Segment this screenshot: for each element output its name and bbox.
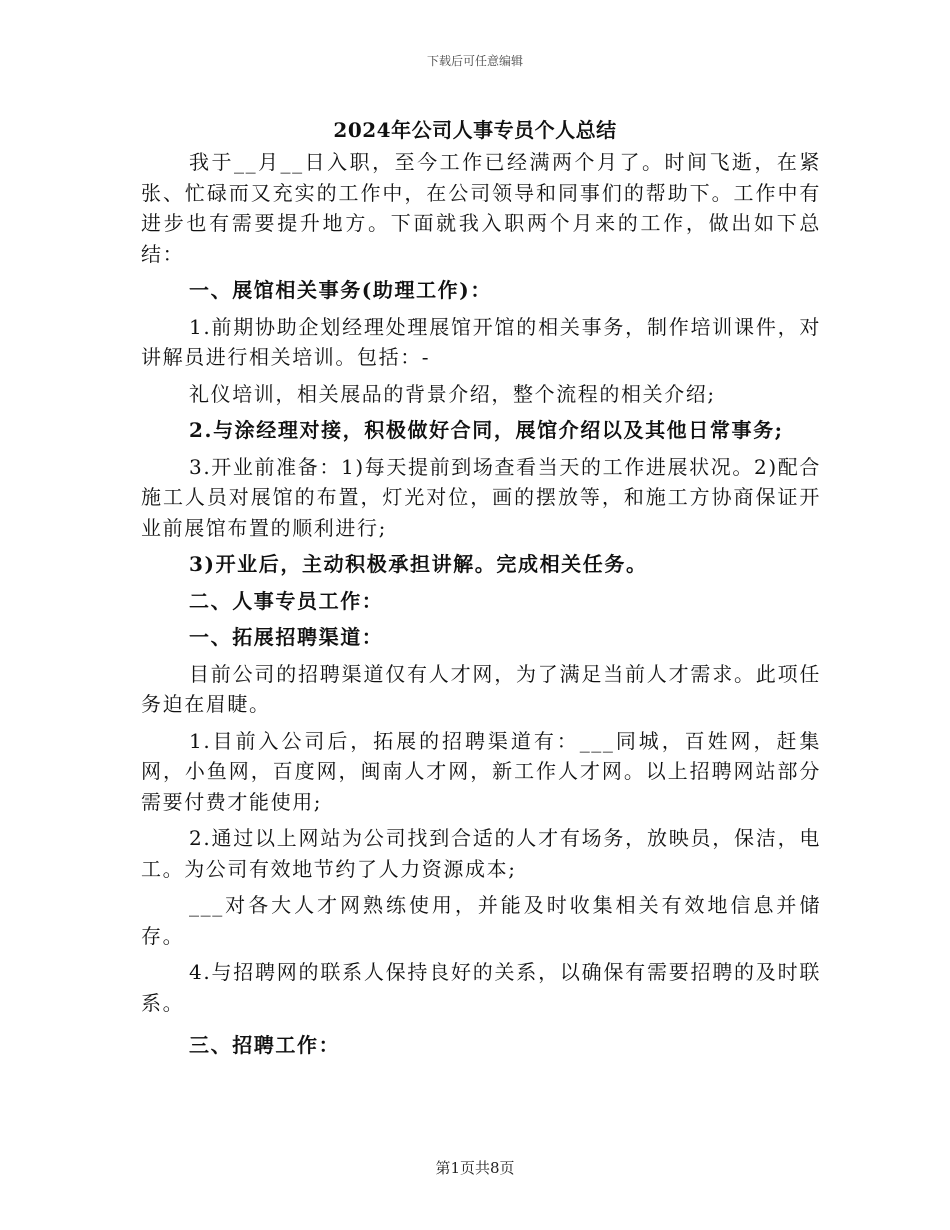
page-header-note: 下载后可任意编辑: [426, 54, 523, 68]
paragraph-item-3-sub: 3)开业后，主动积极承担讲解。完成相关任务。: [189, 552, 648, 576]
paragraph-channels-1: 1.目前入公司后，拓展的招聘渠道有：___同城，百姓网，赶集网，小鱼网，百度网，闽南人才网，新工作人才网。以上招聘网站部分需要付费才能使用;: [141, 728, 821, 814]
paragraph-training: 礼仪培训，相关展品的背景介绍，整个流程的相关介绍;: [189, 381, 716, 406]
intro-paragraph: 我于__月__日入职，至今工作已经满两个月了。时间飞逝，在紧张、忙碌而又充实的工作中，在公司领导和同事们的帮助下。工作中有进步也有需要提升地方。下面就我入职两个月来的工作，做出如下总结：: [141, 150, 821, 266]
paragraph-item-3: 3.开业前准备：1)每天提前到场查看当天的工作进展状况。2)配合施工人员对展馆的布置，灯光对位，画的摆放等，和施工方协商保证开业前展馆布置的顺利进行;: [141, 454, 821, 540]
paragraph-channels-3: ___对各大人才网熟练使用，并能及时收集相关有效地信息并储存。: [141, 893, 821, 948]
section-heading-1: 一、展馆相关事务(助理工作)：: [189, 278, 492, 302]
document-body: [141, 147, 821, 1061]
page-number: 第1页共8页: [435, 1159, 515, 1177]
subsection-heading-1: 一、拓展招聘渠道：: [189, 625, 384, 649]
paragraph-channels-2: 2.通过以上网站为公司找到合适的人才有场务，放映员，保洁，电工。为公司有效地节约了人力资源成本;: [141, 826, 821, 881]
section-heading-3: 三、招聘工作：: [189, 1033, 341, 1057]
paragraph-channels-4: 4.与招聘网的联系人保持良好的关系，以确保有需要招聘的及时联系。: [141, 960, 821, 1015]
section-heading-2: 二、人事专员工作：: [189, 588, 384, 613]
paragraph-item-2: 2.与涂经理对接，积极做好合同，展馆介绍以及其他日常事务;: [189, 418, 784, 442]
document-title: 2024年公司人事专员个人总结: [333, 118, 617, 142]
paragraph-channels: 目前公司的招聘渠道仅有人才网，为了满足当前人才需求。此项任务迫在眉睫。: [141, 661, 821, 716]
paragraph-item-1: 1.前期协助企划经理处理展馆开馆的相关事务，制作培训课件，对讲解员进行相关培训。包括：-: [141, 314, 821, 369]
